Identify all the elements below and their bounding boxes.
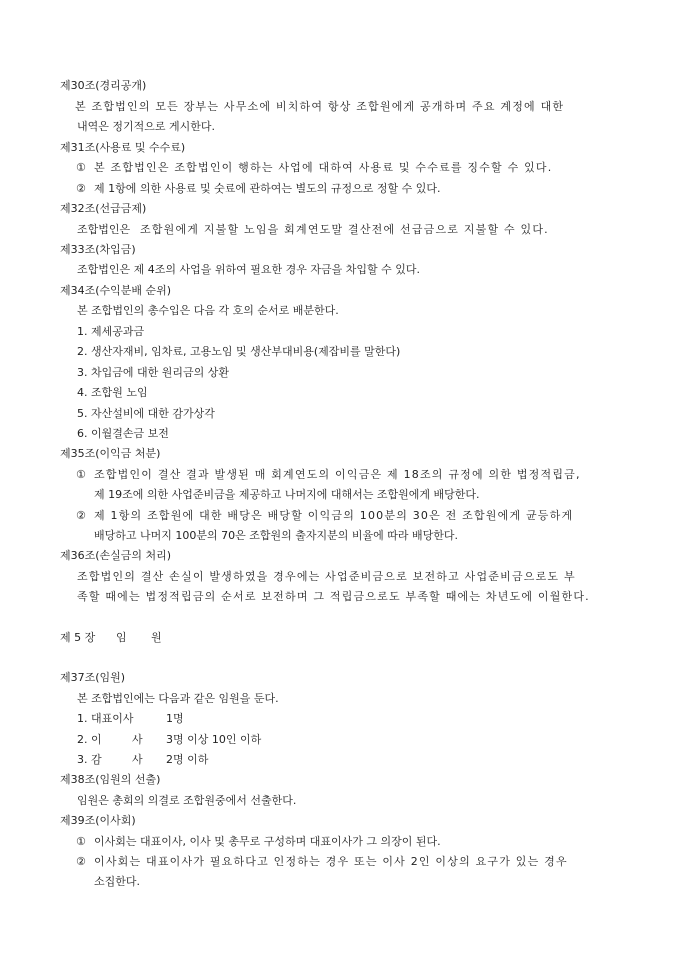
article-35-para1-line2: 제 19조에 의한 사업준비금을 제공하고 나머지에 대해서는 조합원에게 배당한다.	[94, 488, 480, 501]
officer-item-role-part1: 감	[91, 753, 102, 766]
officer-item-role: 대표이사	[91, 712, 134, 725]
article-39-para2-line2: 소집한다.	[94, 875, 141, 888]
article-36-text-line1: 조합법인의 결산 손실이 발생하였을 경우에는 사업준비금으로 보전하고 사업준비금으로도 부	[77, 570, 576, 583]
article-33-title: 제33조(차입금)	[60, 243, 136, 256]
officer-item-count: 3명 이상 10인 이하	[166, 733, 262, 746]
article-31-title: 제31조(사용료 및 수수료)	[60, 141, 186, 154]
article-39-para1-marker: ①	[76, 835, 86, 848]
article-35-para1-marker: ①	[76, 468, 86, 481]
chapter-5-title-part1: 임	[116, 631, 127, 644]
article-30-text-line1	[75, 99, 623, 115]
article-35-title: 제35조(이익금 처분)	[60, 447, 161, 460]
article-39-title: 제39조(이사회)	[60, 814, 136, 827]
article-30-text-line1-content: 본 조합법인의 모든 장부는 사무소에 비치하여 항상 조합원에게 공개하며 주요 계정에 대한	[75, 100, 565, 113]
chapter-5-number: 제 5 장	[60, 631, 96, 644]
article-32-text-prefix: 조합법인은	[77, 223, 131, 236]
article-30-text-line2: 내역은 정기적으로 게시한다.	[77, 120, 216, 133]
article-37-title: 제37조(임원)	[60, 671, 126, 684]
article-34-item: 6. 이월결손금 보전	[77, 427, 169, 440]
article-36-text-line2: 족할 때에는 법정적립금의 순서로 보전하며 그 적립금으로도 부족할 때에는 차년도에 이월한다.	[77, 590, 590, 603]
article-38-title: 제38조(임원의 선출)	[60, 773, 161, 786]
article-31-para2-marker: ②	[76, 182, 86, 195]
chapter-5-title-part2: 원	[151, 631, 162, 644]
article-34-intro: 본 조합법인의 총수입은 다음 각 호의 순서로 배분한다.	[77, 304, 339, 317]
article-36-title: 제36조(손실금의 처리)	[60, 549, 172, 562]
officer-item-number: 1.	[77, 712, 88, 725]
officer-item-role-part2: 사	[132, 753, 143, 766]
article-34-item: 2. 생산자재비, 임차료, 고용노임 및 생산부대비용(제잡비를 말한다)	[77, 345, 401, 358]
article-34-title: 제34조(수익분배 순위)	[60, 284, 172, 297]
officer-item-count: 1명	[166, 712, 184, 725]
article-39-para2-line1: 이사회는 대표이사가 필요하다고 인정하는 경우 또는 이사 2인 이상의 요구가 있는 경우	[94, 855, 568, 868]
officer-item-number: 2.	[77, 733, 88, 746]
article-39-para2-marker: ②	[76, 855, 86, 868]
article-34-item: 1. 제세공과금	[77, 325, 145, 338]
article-34-item: 4. 조합원 노임	[77, 386, 148, 399]
article-37-intro: 본 조합법인에는 다음과 같은 임원을 둔다.	[77, 692, 279, 705]
officer-item-role-part1: 이	[91, 733, 102, 746]
article-35-para2-marker: ②	[76, 509, 86, 522]
article-34-item: 5. 자산설비에 대한 감가상각	[77, 407, 215, 420]
officer-item-role-part2: 사	[132, 733, 143, 746]
article-35-para2-line1: 제 1항의 조합원에 대한 배당은 배당할 이익금의 100분의 30은 전 조합원에게 균등하게	[94, 509, 574, 522]
article-31-para1-marker: ①	[76, 161, 86, 174]
article-39-para1-text: 이사회는 대표이사, 이사 및 총무로 구성하며 대표이사가 그 의장이 된다.	[94, 835, 441, 848]
officer-item-count: 2명 이하	[166, 753, 209, 766]
article-38-text: 임원은 총회의 의결로 조합원중에서 선출한다.	[77, 794, 297, 807]
officer-item-number: 3.	[77, 753, 88, 766]
article-35-para2-line2: 배당하고 나머지 100분의 70은 조합원의 출자지분의 비율에 따라 배당한다.	[94, 529, 458, 542]
article-34-item: 3. 차입금에 대한 원리금의 상환	[77, 366, 229, 379]
article-35-para1-line1: 조합법인이 결산 결과 발생된 매 회계연도의 이익금은 제 18조의 규정에 의한 법정적립금,	[94, 468, 581, 481]
article-33-text: 조합법인은 제 4조의 사업을 위하여 필요한 경우 자금을 차입할 수 있다.	[77, 263, 420, 276]
article-31-para1-text: 본 조합법인은 조합법인이 행하는 사업에 대하여 사용료 및 수수료를 징수할 수 있다.	[94, 161, 553, 174]
article-32-title: 제32조(선급금제)	[60, 202, 147, 215]
article-32-text: 조합원에게 지불할 노임을 회계연도말 결산전에 선급금으로 지불할 수 있다.	[140, 223, 549, 236]
article-30-title: 제30조(경리공개)	[60, 79, 147, 92]
article-31-para2-text: 제 1항에 의한 사용료 및 숫료에 관하여는 별도의 규정으로 정할 수 있다.	[94, 182, 441, 195]
